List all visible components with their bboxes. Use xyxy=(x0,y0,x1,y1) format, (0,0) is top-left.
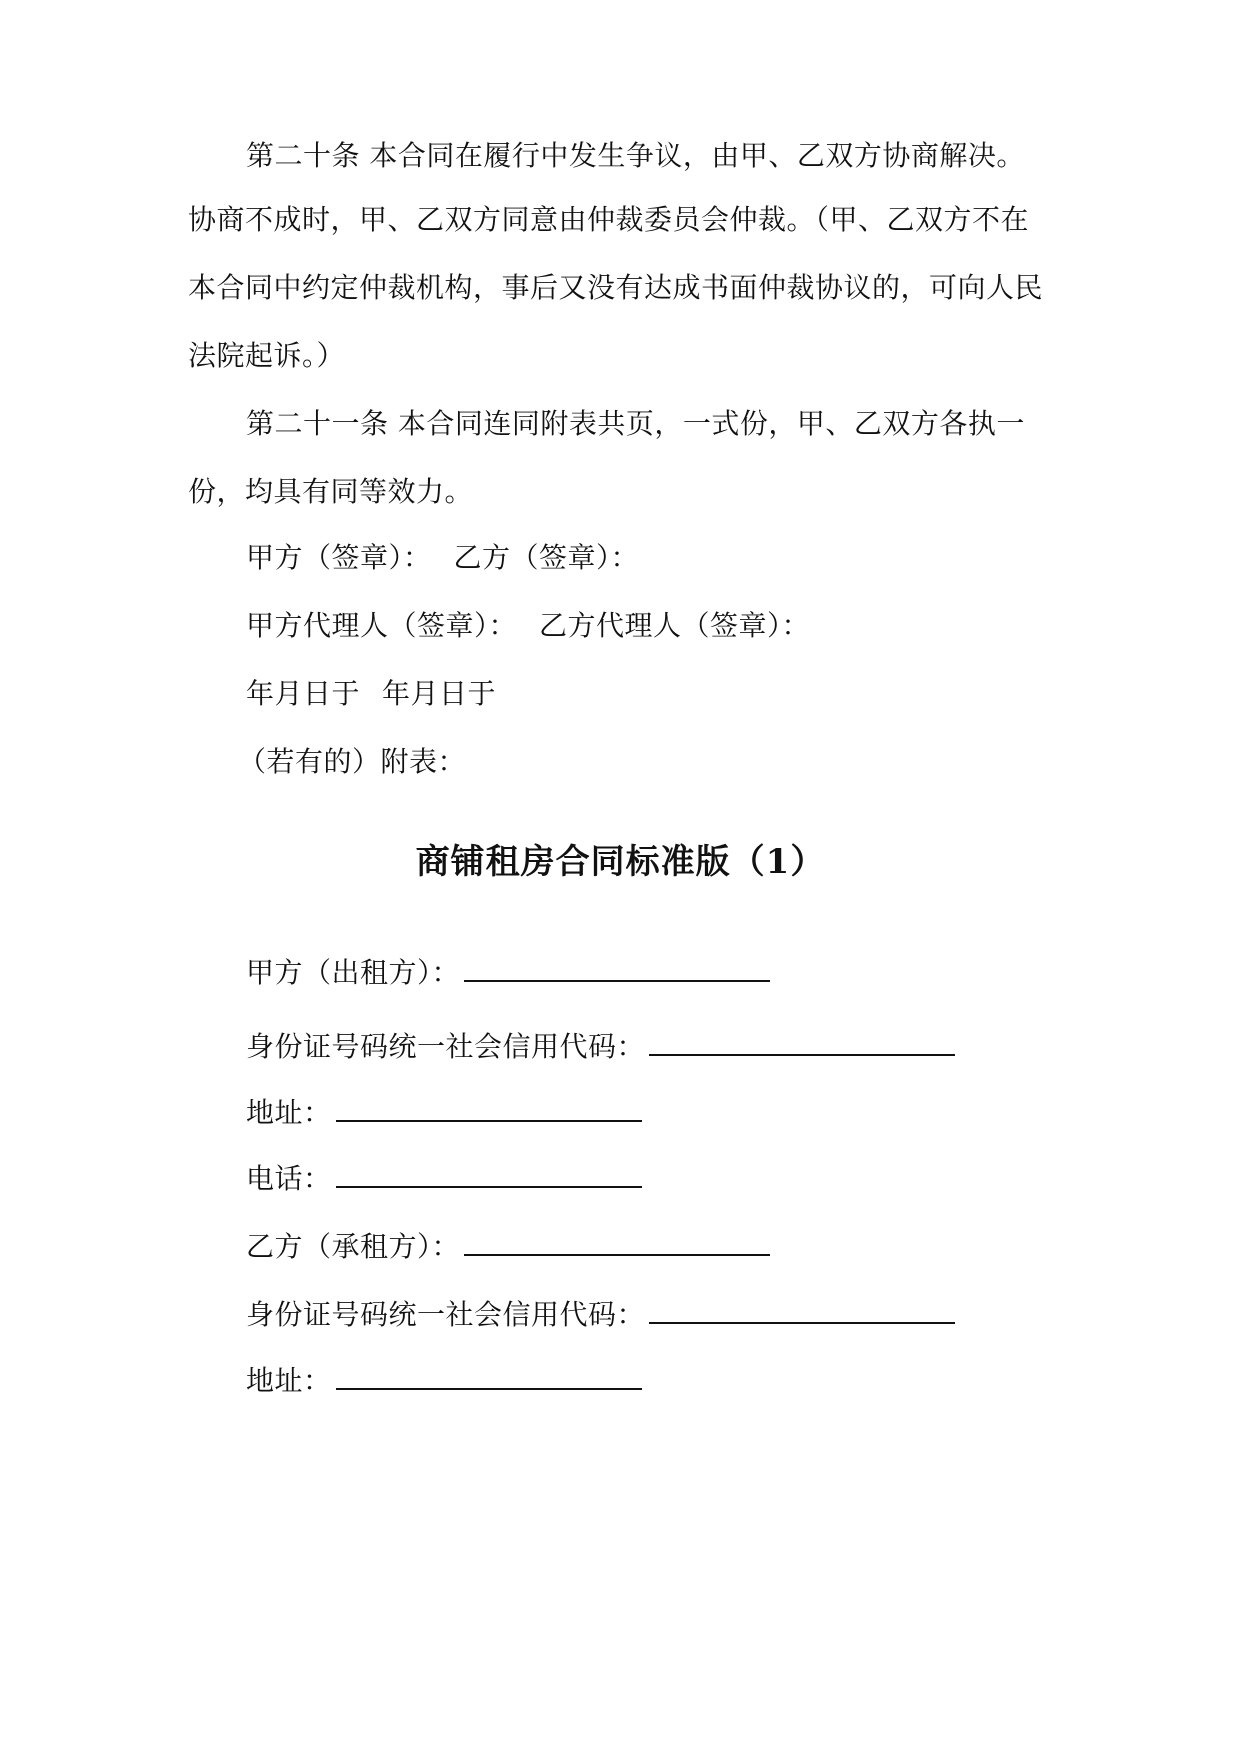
lessee-id-row xyxy=(246,1296,955,1333)
article-20-line-2: 协商不成时，甲、乙双方同意由仲裁委员会仲裁。（甲、乙双方不在 xyxy=(188,203,1030,236)
contract-title: 商铺租房合同标准版（1） xyxy=(415,842,826,882)
date-a-label: 年月日于 xyxy=(246,677,361,710)
lessor-id-row xyxy=(246,1028,955,1065)
article-20-line-1: 第二十条 本合同在履行中发生争议，由甲、乙双方协商解决。 xyxy=(246,139,1025,172)
lessor-id-blank[interactable] xyxy=(649,1028,955,1056)
article-20-line-4: 法院起诉。） xyxy=(188,339,346,372)
lessor-phone-blank[interactable] xyxy=(336,1160,642,1188)
party-b-seal-label: 乙方（签章）： xyxy=(453,541,640,574)
party-b-agent-label: 乙方代理人（签章）： xyxy=(539,609,811,642)
lessee-address-label: 地址： xyxy=(246,1364,332,1397)
lessee-blank[interactable] xyxy=(464,1228,770,1256)
party-a-seal-label: 甲方（签章）： xyxy=(246,541,432,574)
lessee-address-row xyxy=(246,1362,642,1399)
lessor-blank[interactable] xyxy=(464,954,770,982)
lessor-phone-label: 电话： xyxy=(246,1162,332,1195)
lessee-id-label: 身份证号码统一社会信用代码： xyxy=(246,1298,646,1331)
lessee-row xyxy=(246,1228,770,1265)
lessor-address-label: 地址： xyxy=(246,1096,332,1129)
article-20-line-3: 本合同中约定仲裁机构，事后又没有达成书面仲裁协议的，可向人民 xyxy=(188,271,1044,304)
lessor-row xyxy=(246,954,770,991)
attachment-label: （若有的）附表： xyxy=(238,745,467,778)
lessee-label: 乙方（承租方）： xyxy=(246,1230,461,1263)
lessor-label: 甲方（出租方）： xyxy=(246,956,461,989)
date-row xyxy=(246,676,496,712)
lessor-id-label: 身份证号码统一社会信用代码： xyxy=(246,1030,646,1063)
article-21-line-2: 份，均具有同等效力。 xyxy=(188,475,474,508)
seal-row xyxy=(246,540,639,576)
party-a-agent-label: 甲方代理人（签章）： xyxy=(246,609,518,642)
lessee-address-blank[interactable] xyxy=(336,1362,642,1390)
article-21-line-1: 第二十一条 本合同连同附表共页，一式份，甲、乙双方各执一 xyxy=(246,407,1025,440)
lessor-address-row xyxy=(246,1094,642,1131)
lessor-phone-row xyxy=(246,1160,642,1197)
lessor-address-blank[interactable] xyxy=(336,1094,642,1122)
lessee-id-blank[interactable] xyxy=(649,1296,955,1324)
agent-seal-row xyxy=(246,608,810,644)
date-b-label: 年月日于 xyxy=(382,677,497,710)
